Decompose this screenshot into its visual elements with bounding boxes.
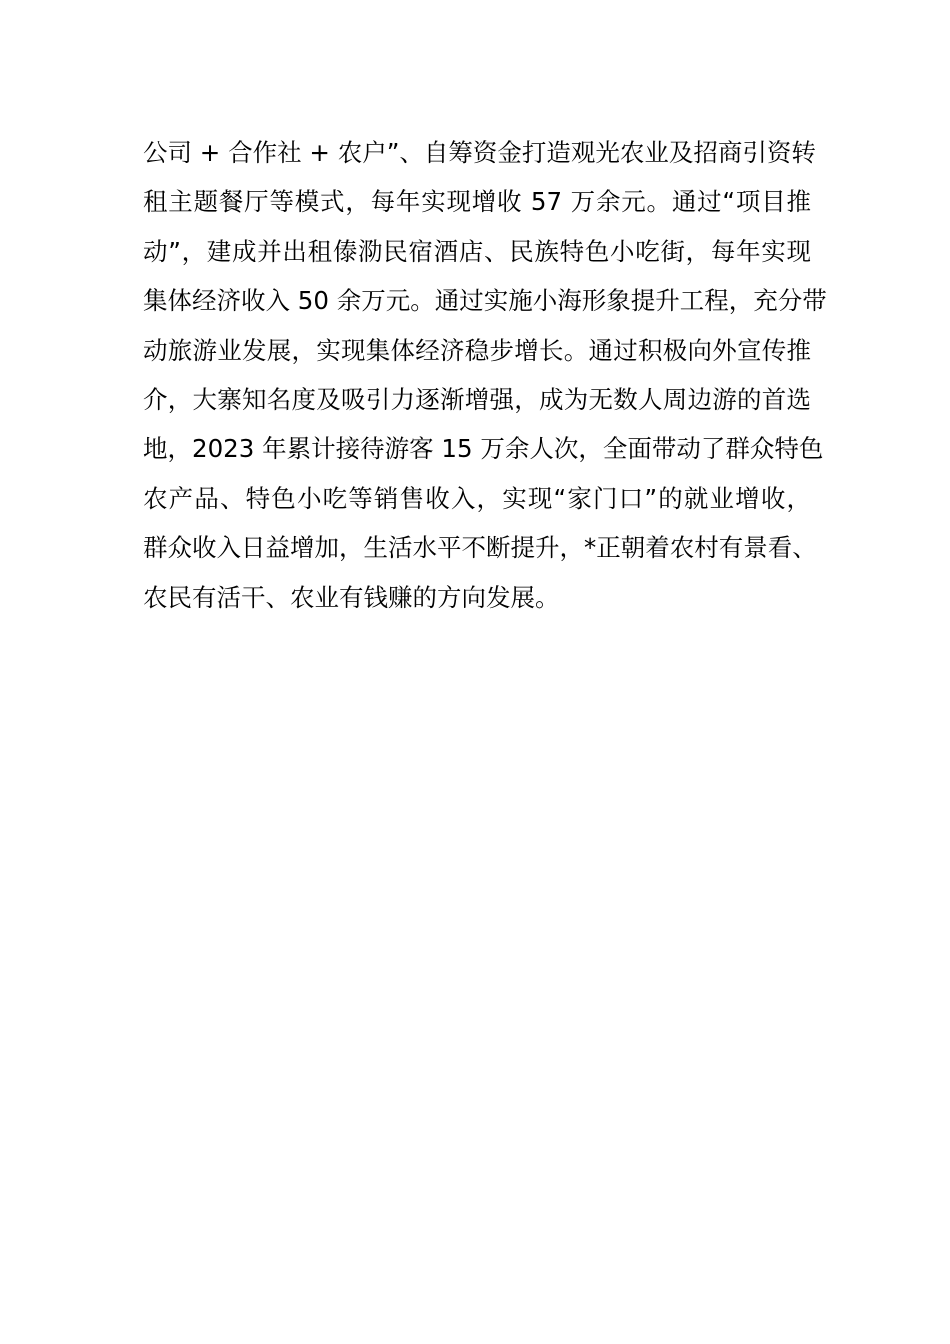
- paragraph-line-7: 地，2023 年累计接待游客 15 万余人次，全面带动了群众特色: [143, 434, 824, 464]
- paragraph-line-4: 集体经济收入 50 余万元。通过实施小海形象提升工程，充分带: [143, 286, 827, 316]
- paragraph-line-1: 公司 + 合作社 + 农户”、自筹资金打造观光农业及招商引资转: [143, 138, 816, 167]
- paragraph-line-9: 群众收入日益增加，生活水平不断提升，*正朝着农村有景看、: [143, 533, 817, 563]
- paragraph-line-5: 动旅游业发展，实现集体经济稳步增长。通过积极向外宣传推: [143, 335, 811, 365]
- paragraph-line-10: 农民有活干、农业有钱赚的方向发展。: [143, 582, 560, 612]
- paragraph-line-2: 租主题餐厅等模式，每年实现增收 57 万余元。通过“项目推: [143, 187, 811, 217]
- paragraph-line-6: 介，大寨知名度及吸引力逐渐增强，成为无数人周边游的首选: [143, 385, 811, 415]
- paragraph-line-3: 动”，建成并出租傣泐民宿酒店、民族特色小吃街，每年实现: [143, 236, 811, 266]
- body-paragraph: [143, 128, 827, 622]
- paragraph-line-8: 农产品、特色小吃等销售收入，实现“家门口”的就业增收，: [143, 483, 811, 513]
